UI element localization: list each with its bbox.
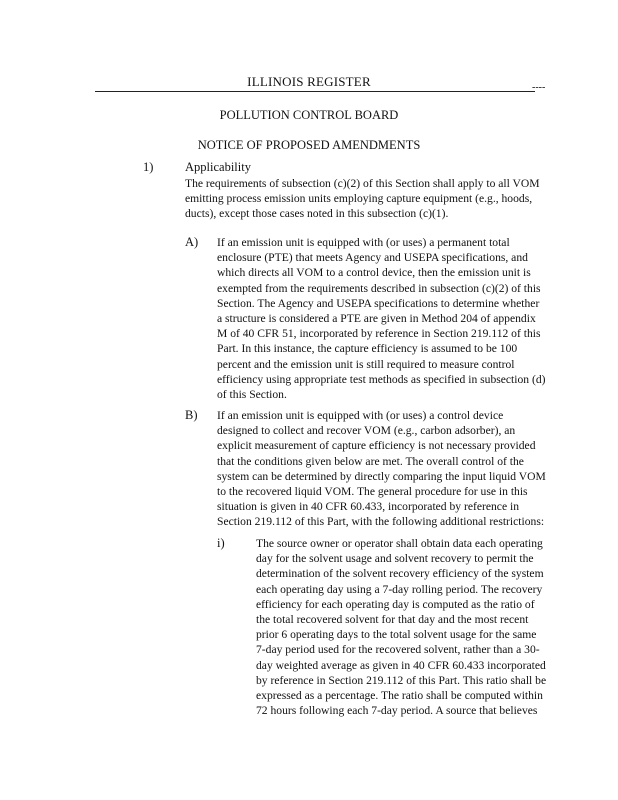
item-b-text: If an emission unit is equipped with (or uses) a control device designed to collect and recover VOM (e.g., carbon adsorber), an explicit measurement of capture efficiency is not necessary provided that the conditions given below are met. The overall control of the system can be determined by directly comparing the input liquid VOM to the recovered liquid VOM. The general procedure for use in this situation is given in 40 CFR 60.433, incorporated by reference in Section 219.112 of this Part, with the following additional restrictions: xyxy=(217,409,546,529)
subitem-i-label: i) xyxy=(217,536,225,550)
section-heading: Applicability xyxy=(185,160,251,174)
register-title: ILLINOIS REGISTER xyxy=(247,74,371,89)
agency-name: POLLUTION CONTROL BOARD xyxy=(219,108,399,122)
section-number: 1) xyxy=(143,160,154,174)
section-intro: The requirements of subsection (c)(2) of this Section shall apply to all VOM emitting process emission units employing capture equipment (e.g., hoods, ducts), except those cases noted in this subsection (c)(1). xyxy=(185,177,540,221)
item-a-label: A) xyxy=(185,235,199,249)
page-number-mark: ---- xyxy=(532,82,546,93)
item-b-label: B) xyxy=(185,408,198,422)
notice-title: NOTICE OF PROPOSED AMENDMENTS xyxy=(197,138,421,152)
subitem-i-text: The source owner or operator shall obtain data each operating day for the solvent usage and solvent recovery to permit the determination of the solvent recovery efficiency of the system each operating day using a 7-day rolling period. The recovery efficiency for each operating day is computed as the ratio of the total recovered solvent for that day and the most recent prior 6 operating days to the total solvent usage for the same 7-day period used for the recovered solvent, rather than a 30-day weighted average as given in 40 CFR 60.433 incorporated by reference in Section 219.112 of this Part. This ratio shall be expressed as a percentage. The ratio shall be computed within 72 hours following each 7-day period. A source that believes xyxy=(256,537,547,718)
header-rule xyxy=(95,91,535,92)
item-a-text: If an emission unit is equipped with (or uses) a permanent total enclosure (PTE) that meets Agency and USEPA specifications, and which directs all VOM to a control device, then the emission unit is exempted from the requirements described in subsection (c)(2) of this Section. The Agency and USEPA specifications to determine whether a structure is considered a PTE are given in Method 204 of appendix M of 40 CFR 51, incorporated by reference in Section 219.112 of this Part. In this instance, the capture efficiency is assumed to be 100 percent and the emission unit is still required to measure control efficiency using appropriate test methods as specified in subsection (d) of this Section. xyxy=(217,236,546,402)
